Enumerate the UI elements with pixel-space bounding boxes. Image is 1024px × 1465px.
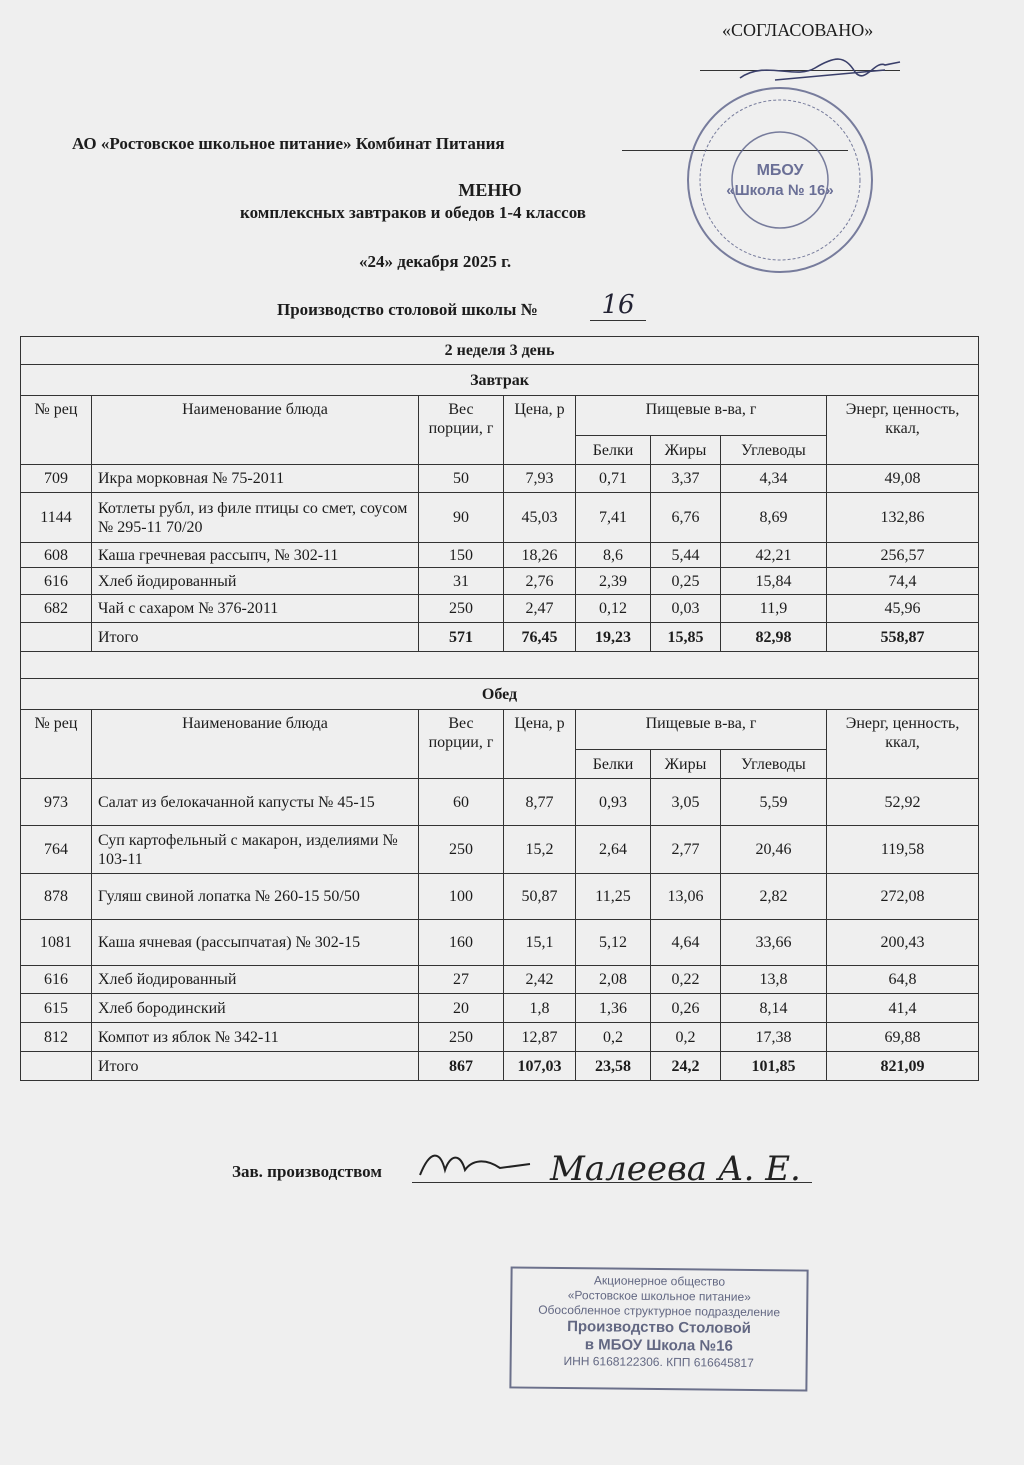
protein: 1,36 bbox=[576, 994, 651, 1023]
energy: 256,57 bbox=[827, 543, 979, 568]
table-row bbox=[21, 994, 979, 1023]
column-header-protein: Белки bbox=[576, 750, 651, 779]
carbs: 20,46 bbox=[721, 826, 827, 874]
protein: 0,12 bbox=[576, 595, 651, 623]
column-header-code: № рец bbox=[21, 396, 92, 465]
column-header-protein: Белки bbox=[576, 436, 651, 465]
table-row bbox=[21, 966, 979, 994]
menu-table bbox=[20, 336, 979, 1081]
carbs: 2,82 bbox=[721, 874, 827, 920]
table-row bbox=[21, 826, 979, 874]
carbs: 15,84 bbox=[721, 568, 827, 595]
total-recipe-code bbox=[21, 1052, 92, 1081]
carbs: 42,21 bbox=[721, 543, 827, 568]
column-header-code: № рец bbox=[21, 710, 92, 779]
table-row bbox=[21, 465, 979, 493]
table-row bbox=[21, 874, 979, 920]
portion-weight: 31 bbox=[419, 568, 504, 595]
stamp-line1: Акционерное общество bbox=[593, 1273, 726, 1289]
column-header-nutrients: Пищевые в-ва, г bbox=[576, 710, 827, 750]
total-protein: 19,23 bbox=[576, 623, 651, 652]
protein: 0,71 bbox=[576, 465, 651, 493]
total-portion-weight: 571 bbox=[419, 623, 504, 652]
approval-heading: «СОГЛАСОВАНО» bbox=[722, 20, 874, 40]
carbs: 17,38 bbox=[721, 1023, 827, 1052]
carbs: 4,34 bbox=[721, 465, 827, 493]
dish-name: Котлеты рубл, из филе птицы со смет, соусом № 295-11 70/20 bbox=[92, 493, 419, 543]
stamp-line5: в МБОУ Школа №16 bbox=[584, 1336, 733, 1355]
total-protein: 23,58 bbox=[576, 1052, 651, 1081]
energy: 52,92 bbox=[827, 779, 979, 826]
fat: 6,76 bbox=[651, 493, 721, 543]
fat: 3,05 bbox=[651, 779, 721, 826]
price: 2,47 bbox=[504, 595, 576, 623]
column-header-price: Цена, р bbox=[504, 396, 576, 465]
energy: 200,43 bbox=[827, 920, 979, 966]
energy: 49,08 bbox=[827, 465, 979, 493]
price: 15,2 bbox=[504, 826, 576, 874]
energy: 74,4 bbox=[827, 568, 979, 595]
total-row bbox=[21, 1052, 979, 1081]
energy: 69,88 bbox=[827, 1023, 979, 1052]
fat: 0,22 bbox=[651, 966, 721, 994]
dish-name: Хлеб йодированный bbox=[92, 966, 419, 994]
total-carbs: 101,85 bbox=[721, 1052, 827, 1081]
table-row bbox=[21, 543, 979, 568]
price: 50,87 bbox=[504, 874, 576, 920]
document-subtitle: комплексных завтраков и обедов 1-4 классов bbox=[240, 203, 586, 222]
energy: 132,86 bbox=[827, 493, 979, 543]
dish-name: Икра морковная № 75-2011 bbox=[92, 465, 419, 493]
column-header-fat: Жиры bbox=[651, 750, 721, 779]
dish-name: Компот из яблок № 342-11 bbox=[92, 1023, 419, 1052]
fat: 4,64 bbox=[651, 920, 721, 966]
portion-weight: 150 bbox=[419, 543, 504, 568]
portion-weight: 250 bbox=[419, 826, 504, 874]
dish-name: Каша гречневая рассыпч, № 302-11 bbox=[92, 543, 419, 568]
recipe-code: 764 bbox=[21, 826, 92, 874]
total-price: 76,45 bbox=[504, 623, 576, 652]
dish-name: Хлеб йодированный bbox=[92, 568, 419, 595]
protein: 8,6 bbox=[576, 543, 651, 568]
total-fat: 15,85 bbox=[651, 623, 721, 652]
fat: 0,03 bbox=[651, 595, 721, 623]
stamp-line4: Производство Столовой bbox=[567, 1318, 752, 1337]
recipe-code: 608 bbox=[21, 543, 92, 568]
column-header-weight: Вес порции, г bbox=[419, 396, 504, 465]
dish-name: Суп картофельный с макарон, изделиями № 103-11 bbox=[92, 826, 419, 874]
production-label: Производство столовой школы № bbox=[277, 300, 538, 319]
recipe-code: 1081 bbox=[21, 920, 92, 966]
dish-name: Каша ячневая (рассыпчатая) № 302-15 bbox=[92, 920, 419, 966]
column-header-name: Наименование блюда bbox=[92, 710, 419, 779]
recipe-code: 1144 bbox=[21, 493, 92, 543]
protein: 0,93 bbox=[576, 779, 651, 826]
round-stamp bbox=[680, 80, 880, 280]
table-row bbox=[21, 920, 979, 966]
spacer-row bbox=[21, 652, 979, 679]
protein: 2,64 bbox=[576, 826, 651, 874]
manager-label: Зав. производством bbox=[232, 1162, 382, 1181]
spacer bbox=[21, 652, 979, 679]
carbs: 8,69 bbox=[721, 493, 827, 543]
portion-weight: 50 bbox=[419, 465, 504, 493]
recipe-code: 709 bbox=[21, 465, 92, 493]
document-title: МЕНЮ bbox=[458, 180, 522, 200]
carbs: 8,14 bbox=[721, 994, 827, 1023]
fat: 5,44 bbox=[651, 543, 721, 568]
dish-name: Чай с сахаром № 376-2011 bbox=[92, 595, 419, 623]
recipe-code: 878 bbox=[21, 874, 92, 920]
dish-name: Хлеб бородинский bbox=[92, 994, 419, 1023]
section-title: Завтрак bbox=[21, 365, 979, 396]
section-title: Обед bbox=[21, 679, 979, 710]
price: 8,77 bbox=[504, 779, 576, 826]
dish-name: Салат из белокачанной капусты № 45-15 bbox=[92, 779, 419, 826]
round-stamp-line1: МБОУ bbox=[756, 162, 804, 179]
header-row bbox=[21, 710, 979, 750]
energy: 64,8 bbox=[827, 966, 979, 994]
column-header-price: Цена, р bbox=[504, 710, 576, 779]
portion-weight: 60 bbox=[419, 779, 504, 826]
table-row bbox=[21, 595, 979, 623]
total-row bbox=[21, 623, 979, 652]
protein: 11,25 bbox=[576, 874, 651, 920]
carbs: 13,8 bbox=[721, 966, 827, 994]
portion-weight: 160 bbox=[419, 920, 504, 966]
total-price: 107,03 bbox=[504, 1052, 576, 1081]
recipe-code: 615 bbox=[21, 994, 92, 1023]
price: 15,1 bbox=[504, 920, 576, 966]
price: 7,93 bbox=[504, 465, 576, 493]
price: 1,8 bbox=[504, 994, 576, 1023]
column-header-carbs: Углеводы bbox=[721, 436, 827, 465]
portion-weight: 100 bbox=[419, 874, 504, 920]
column-header-fat: Жиры bbox=[651, 436, 721, 465]
manager-signature-name: Малеева А. Е. bbox=[550, 1149, 801, 1189]
price: 45,03 bbox=[504, 493, 576, 543]
table-row bbox=[21, 1023, 979, 1052]
round-stamp-line2: «Школа № 16» bbox=[726, 182, 834, 199]
price: 18,26 bbox=[504, 543, 576, 568]
fat: 3,37 bbox=[651, 465, 721, 493]
week-day: 2 неделя 3 день bbox=[21, 337, 979, 365]
fat: 2,77 bbox=[651, 826, 721, 874]
header-row bbox=[21, 396, 979, 436]
recipe-code: 616 bbox=[21, 966, 92, 994]
price: 2,76 bbox=[504, 568, 576, 595]
column-header-carbs: Углеводы bbox=[721, 750, 827, 779]
energy: 119,58 bbox=[827, 826, 979, 874]
rectangular-stamp bbox=[509, 1266, 808, 1391]
protein: 7,41 bbox=[576, 493, 651, 543]
school-number-handwritten: 16 bbox=[590, 290, 646, 321]
stamp-line3: Обособленное структурное подразделение bbox=[538, 1302, 781, 1320]
carbs: 5,59 bbox=[721, 779, 827, 826]
table-row bbox=[21, 493, 979, 543]
column-header-energy: Энерг, ценность, ккал, bbox=[827, 396, 979, 465]
carbs: 33,66 bbox=[721, 920, 827, 966]
section-title-row bbox=[21, 679, 979, 710]
total-portion-weight: 867 bbox=[419, 1052, 504, 1081]
total-dish-name: Итого bbox=[92, 1052, 419, 1081]
carbs: 11,9 bbox=[721, 595, 827, 623]
energy: 45,96 bbox=[827, 595, 979, 623]
table-row bbox=[21, 779, 979, 826]
total-fat: 24,2 bbox=[651, 1052, 721, 1081]
column-header-nutrients: Пищевые в-ва, г bbox=[576, 396, 827, 436]
column-header-name: Наименование блюда bbox=[92, 396, 419, 465]
price: 2,42 bbox=[504, 966, 576, 994]
protein: 2,08 bbox=[576, 966, 651, 994]
section-title-row bbox=[21, 365, 979, 396]
fat: 0,25 bbox=[651, 568, 721, 595]
organization-name: АО «Ростовское школьное питание» Комбинат Питания bbox=[72, 134, 505, 153]
recipe-code: 682 bbox=[21, 595, 92, 623]
portion-weight: 90 bbox=[419, 493, 504, 543]
recipe-code: 812 bbox=[21, 1023, 92, 1052]
total-dish-name: Итого bbox=[92, 623, 419, 652]
fat: 0,26 bbox=[651, 994, 721, 1023]
menu-date: «24» декабря 2025 г. bbox=[359, 252, 512, 271]
protein: 2,39 bbox=[576, 568, 651, 595]
table-row bbox=[21, 568, 979, 595]
portion-weight: 27 bbox=[419, 966, 504, 994]
total-recipe-code bbox=[21, 623, 92, 652]
column-header-energy: Энерг, ценность, ккал, bbox=[827, 710, 979, 779]
protein: 0,2 bbox=[576, 1023, 651, 1052]
stamp-line6: ИНН 6168122306. КПП 616645817 bbox=[563, 1354, 754, 1370]
protein: 5,12 bbox=[576, 920, 651, 966]
total-energy: 558,87 bbox=[827, 623, 979, 652]
portion-weight: 20 bbox=[419, 994, 504, 1023]
energy: 41,4 bbox=[827, 994, 979, 1023]
recipe-code: 616 bbox=[21, 568, 92, 595]
column-header-weight: Вес порции, г bbox=[419, 710, 504, 779]
stamp-line2: «Ростовское школьное питание» bbox=[567, 1288, 751, 1304]
dish-name: Гуляш свиной лопатка № 260-15 50/50 bbox=[92, 874, 419, 920]
portion-weight: 250 bbox=[419, 1023, 504, 1052]
portion-weight: 250 bbox=[419, 595, 504, 623]
total-energy: 821,09 bbox=[827, 1052, 979, 1081]
recipe-code: 973 bbox=[21, 779, 92, 826]
fat: 0,2 bbox=[651, 1023, 721, 1052]
week-day-row bbox=[21, 337, 979, 365]
price: 12,87 bbox=[504, 1023, 576, 1052]
fat: 13,06 bbox=[651, 874, 721, 920]
total-carbs: 82,98 bbox=[721, 623, 827, 652]
manager-signature bbox=[410, 1140, 830, 1190]
energy: 272,08 bbox=[827, 874, 979, 920]
